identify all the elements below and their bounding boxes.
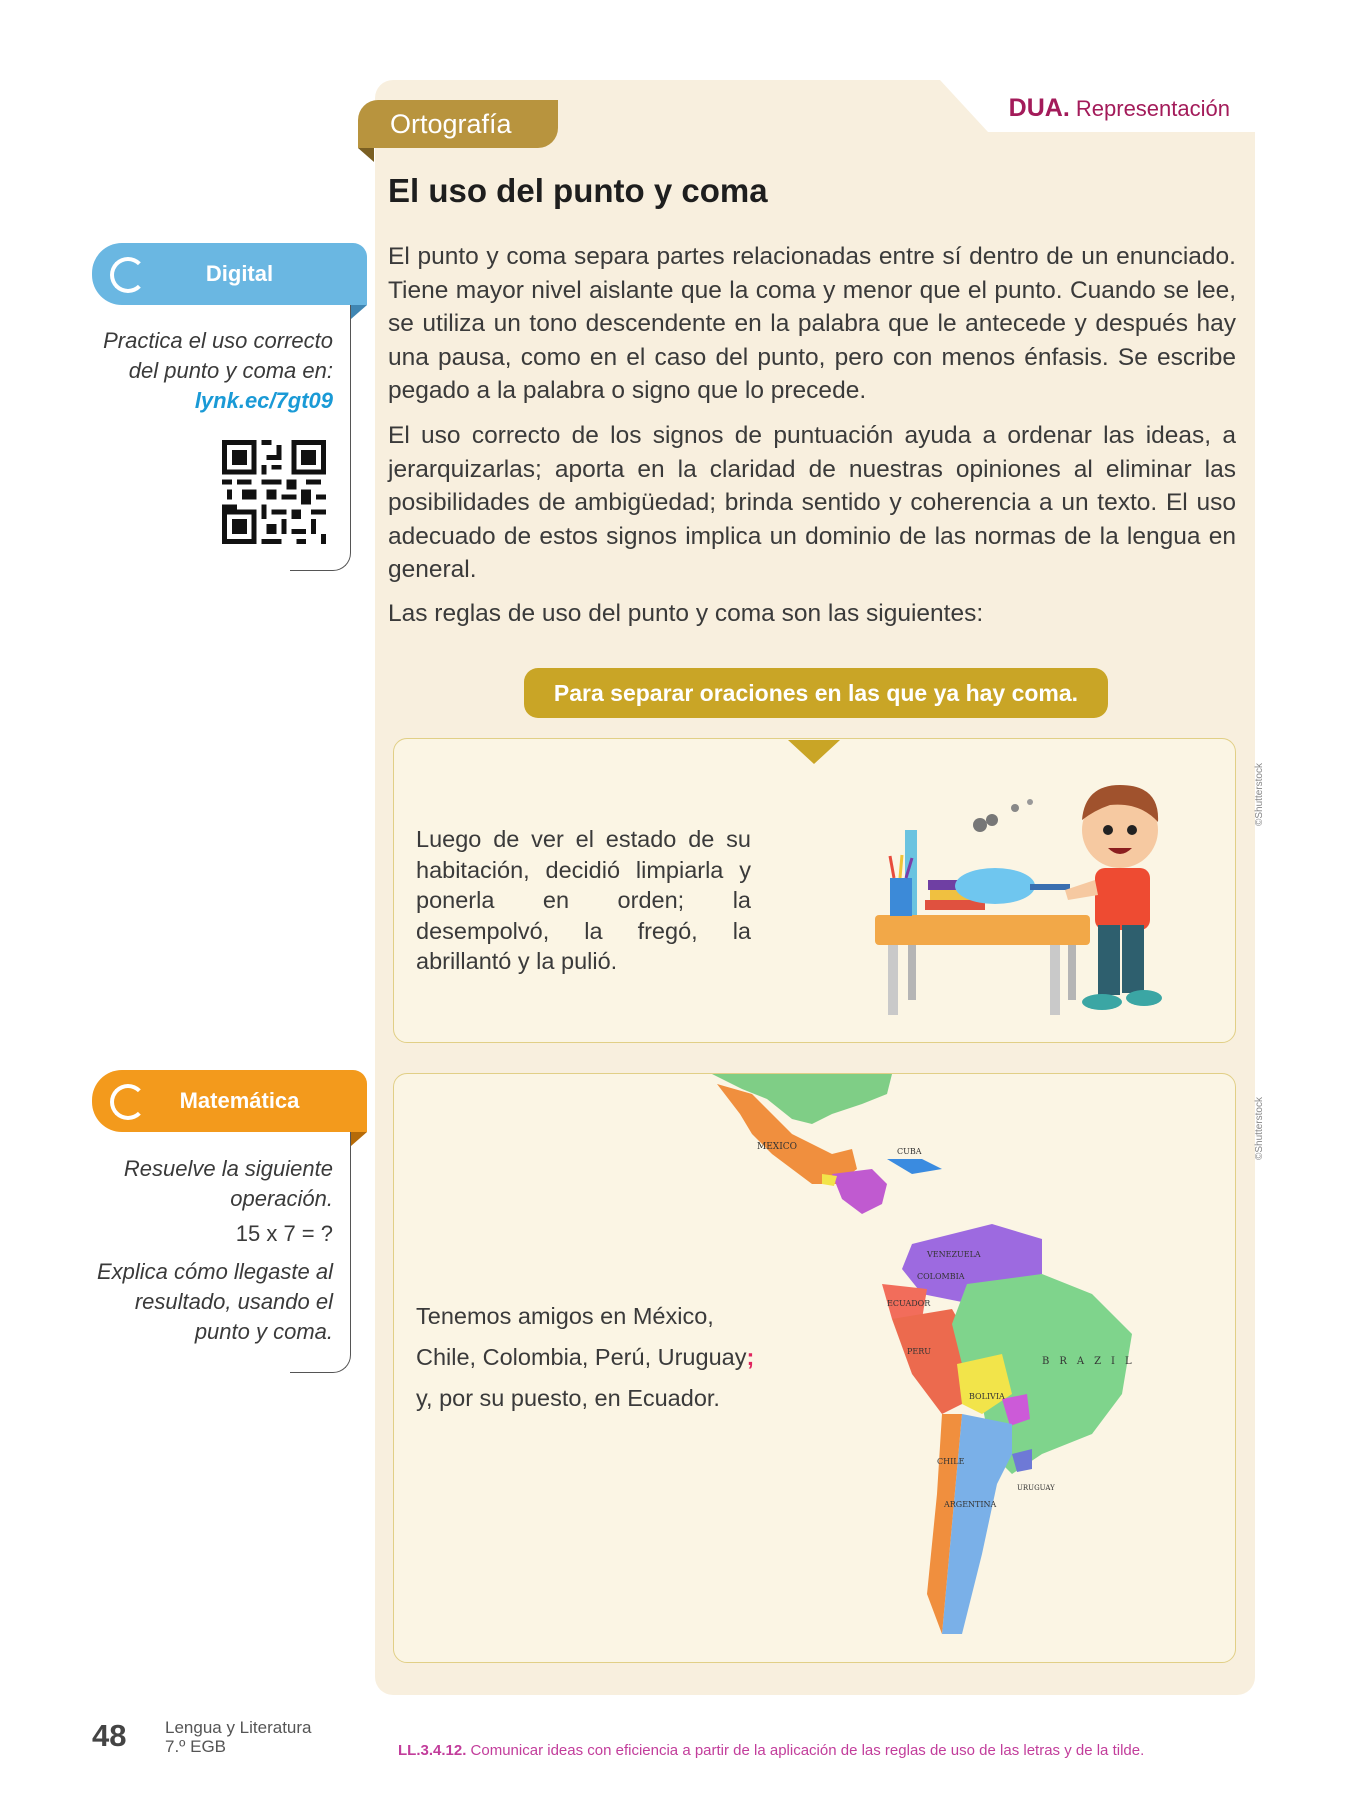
svg-text:ECUADOR: ECUADOR xyxy=(887,1299,931,1308)
cuba-shape xyxy=(887,1159,942,1174)
section-tab-fold xyxy=(358,148,374,162)
math-header-fold xyxy=(351,1132,367,1146)
rule-label: Para separar oraciones en las que ya hay coma. xyxy=(524,668,1108,718)
svg-text:BRAZIL: BRAZIL xyxy=(1042,1356,1142,1367)
svg-text:URUGUAY: URUGUAY xyxy=(1017,1484,1055,1492)
footer-standard xyxy=(398,1742,1144,1759)
digital-text-2: del punto y coma en: xyxy=(128,358,333,383)
digital-text-1: Practica el uso correcto xyxy=(103,328,333,353)
footer-grade: 7.º EGB xyxy=(165,1737,227,1756)
paragraph-2: El uso correcto de los signos de puntuación ayuda a ordenar las ideas, a jerarquizarlas; aporta en la claridad de nuestras opiniones al eliminar las posibilidades de ambigüedad; brinda sentido y coherencia a un texto. El uso adecuado de estos signos implica un dominio de las normas de la lengua en general. xyxy=(388,422,1236,583)
math-text-2: operación. xyxy=(230,1186,333,1211)
math-text-4: resultado, usando el xyxy=(134,1289,333,1314)
example-1-text: Luego de ver el estado de su habitación, decidió limpiarla y ponerla en orden; la desempolvó, la fregó, la abrillantó y la pulió. xyxy=(416,826,751,974)
standard-text: Comunicar ideas con eficiencia a partir de la aplicación de las reglas de uso de las letras y de la tilde. xyxy=(470,1742,1145,1759)
math-text-1: Resuelve la siguiente xyxy=(123,1156,333,1181)
example-2-text-after: y, por su puesto, en Ecuador. xyxy=(416,1385,720,1411)
math-text-5: punto y coma. xyxy=(194,1319,333,1344)
math-operation: 15 x 7 = ? xyxy=(235,1221,333,1246)
math-text-3: Explica cómo llegaste al xyxy=(96,1259,333,1284)
boy-pants xyxy=(1098,925,1120,995)
dua-text: Representación xyxy=(1075,96,1230,121)
svg-text:CUBA: CUBA xyxy=(897,1147,922,1156)
dua-bold: DUA. xyxy=(1008,94,1070,122)
page-number: 48 xyxy=(92,1718,127,1753)
digital-header-fold xyxy=(351,305,367,319)
desk-leg xyxy=(1068,945,1076,1000)
footer-subject: Lengua y Literatura xyxy=(165,1718,312,1737)
svg-text:BOLIVIA: BOLIVIA xyxy=(969,1392,1005,1401)
digital-header-label: Digital xyxy=(205,261,274,286)
svg-text:ARGENTINA: ARGENTINA xyxy=(944,1500,997,1509)
section-tab: Ortografía xyxy=(358,100,558,148)
image-credit-1: ©Shutterstock xyxy=(1254,763,1265,826)
example-2-text-before: Tenemos amigos en México, Chile, Colombia, Perú, Uruguay xyxy=(416,1303,747,1370)
rule-pointer-arrow xyxy=(788,740,840,764)
latin-america-map xyxy=(712,1074,1232,1662)
svg-text:PERU: PERU xyxy=(907,1347,931,1356)
dua-label xyxy=(1009,94,1230,123)
paragraph-1: El punto y coma separa partes relacionadas entre sí dentro de un enunciado. Tiene mayor nivel aislante que la coma y menor que el punto. Cuando se lee, se utiliza un tono descendente en la palabra que le antecede y después hay una pausa, como en el caso del punto, pero con menos énfasis. Se escribe pegado a la palabra o signo que lo precede. xyxy=(388,243,1236,404)
boy-shirt xyxy=(1095,868,1150,930)
central-america-shape xyxy=(832,1169,887,1214)
math-header xyxy=(92,1070,367,1132)
desk-top xyxy=(875,915,1090,945)
svg-text:COLOMBIA: COLOMBIA xyxy=(917,1272,965,1281)
desk-leg xyxy=(908,945,916,1000)
svg-text:MEXICO: MEXICO xyxy=(757,1142,798,1152)
boy-cleaning-illustration xyxy=(870,760,1200,1020)
desk-leg xyxy=(888,945,898,1015)
semicolon-highlight: ; xyxy=(746,1344,755,1370)
image-credit-2: ©Shutterstock xyxy=(1254,1097,1265,1160)
digital-header xyxy=(92,243,367,305)
svg-text:VENEZUELA: VENEZUELA xyxy=(927,1250,981,1259)
pencil-cup xyxy=(890,878,912,916)
digital-link[interactable]: lynk.ec/7gt09 xyxy=(194,388,333,413)
page-title: El uso del punto y coma xyxy=(388,172,768,209)
paragraph-3: Las reglas de uso del punto y coma son las siguientes: xyxy=(388,600,984,627)
desk-leg xyxy=(1050,945,1060,1015)
svg-text:CHILE: CHILE xyxy=(937,1457,965,1466)
feather-duster xyxy=(955,868,1035,904)
standard-code: LL.3.4.12. xyxy=(398,1742,467,1759)
math-header-label: Matemática xyxy=(179,1088,300,1113)
qr-code[interactable] xyxy=(222,440,326,544)
